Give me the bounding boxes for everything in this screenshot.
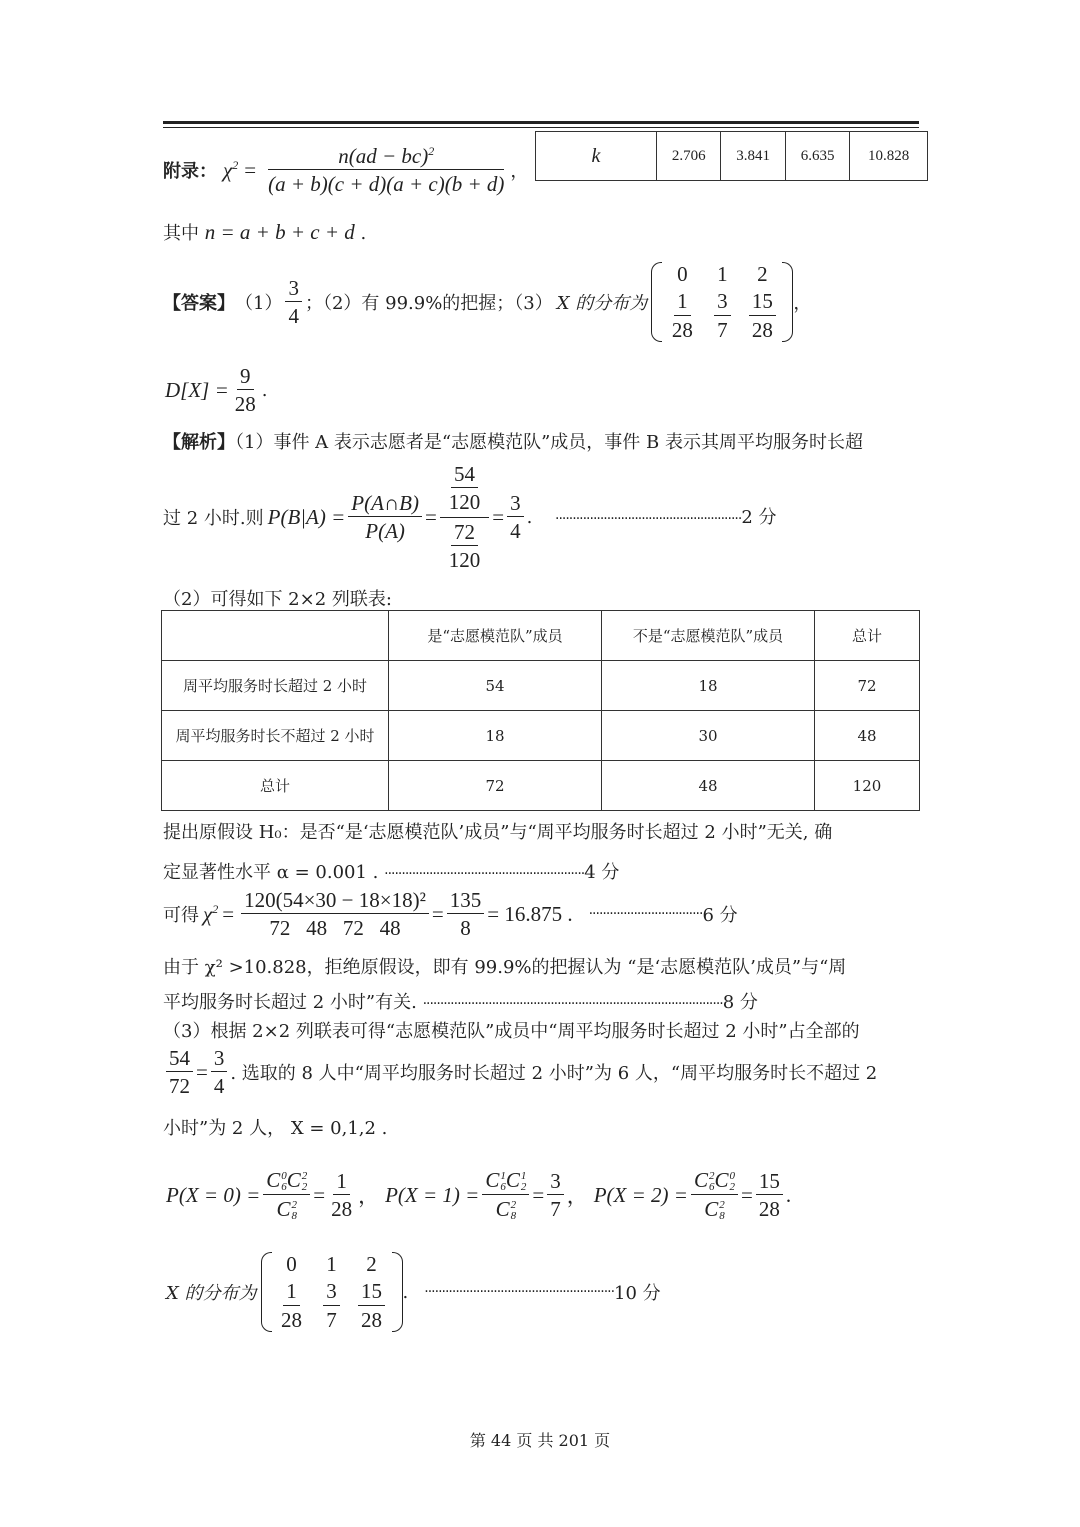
reject-line1: 由于 χ² >10.828，拒绝原假设，即有 99.9%的把握认为 “是‘志愿模范队’成员”与“周 — [163, 957, 847, 978]
distribution-matrix: 0 1 2 $\frac{1}{28}$ $\frac{3}{7}$ $\frac{15}{28}$ — [651, 262, 793, 342]
table-row: 周平均服务时长超过 2 小时 54 18 72 — [162, 661, 920, 711]
k-value: 6.635 — [785, 132, 849, 181]
distribution-matrix: 0 1 2 $\frac{1}{28}$ $\frac{3}{7}$ $\frac{15}{28}$ — [261, 1252, 403, 1332]
chi-formula-fraction: $\frac{n(ad - bc)^2}{(a + b)(c + d)(a + c)(b + d)}$ — [268, 144, 505, 197]
variance-line: D[X] = $\frac{9}{28}$ . — [165, 364, 268, 417]
k-header: k — [536, 132, 657, 181]
n-definition: 其中 n = a + b + c + d . — [163, 220, 367, 244]
table-row: 是“志愿模范队”成员 不是“志愿模范队”成员 总计 — [162, 611, 920, 661]
chi-symbol: $\chi^2$ — [223, 157, 239, 182]
appendix-label: 附录： — [163, 161, 217, 183]
chi-square-calc: 可得 $\chi^2$ = $\frac{\text{120(54×30 − 18×18)²}}{72 48 72 48}$ = $\frac{135}{8}$ = 16.875 . ································· 6 分 — [163, 888, 738, 941]
header-rule-thin — [163, 127, 919, 128]
table-row: 周平均服务时长不超过 2 小时 18 30 48 — [162, 711, 920, 761]
k-table — [535, 131, 928, 181]
part3-line3: 小时”为 2 人， X = 0,1,2 . — [163, 1118, 388, 1139]
part3-line1: （3）根据 2×2 列联表可得“志愿模范队”成员中“周平均服务时长超过 2 小时”占全部的 — [163, 1021, 860, 1042]
score-2: ······················································2 分 — [555, 507, 777, 528]
k-value: 3.841 — [721, 132, 785, 181]
answer-line: 【答案】 （1） $\frac{3}{4}$ ；（2）有 99.9%的把握；（3） X 的分布为 0 1 2 $\frac{1}{28}$ $\frac{3}{7}$ $\frac{15}{28}$ ， — [163, 262, 812, 342]
table-row: 总计 72 48 120 — [162, 761, 920, 811]
distribution-line: X 的分布为 0 1 2 $\frac{1}{28}$ $\frac{3}{7}$ $\frac{15}{28}$ . ······················································· 10 分 — [166, 1252, 661, 1332]
probability-line: P(X = 0) = C 0 6 C 2 2 C 2 8 = $\frac{1}{28}$ ， P(X = 1) = C 1 6 C 1 2 C 2 8 = $\frac{3}{7}$ ， P(X = 2) = C 2 6 C 0 2 C 2 8 = $\frac{15}{28}$ . — [166, 1168, 792, 1223]
page-footer: 第 44 页 共 201 页 — [469, 1431, 611, 1450]
contingency-table — [161, 610, 920, 811]
k-value: 2.706 — [657, 132, 721, 181]
appendix-formula: 附录： $\chi^2$ = $\frac{n(ad - bc)^2}{(a + b)(c + d)(a + c)(b + d)}$ ， — [163, 144, 529, 197]
header-rule-thick — [163, 121, 919, 124]
hypothesis-line1: 提出原假设 H₀：是否“是‘志愿模范队’成员”与“周平均服务时长超过 2 小时”无关, 确 — [163, 822, 833, 843]
answer-label: 【答案】 — [163, 293, 235, 314]
k-value: 10.828 — [850, 132, 928, 181]
part3-line2: $\frac{54}{72}$ = $\frac{3}{4}$ . 选取的 8 人中“周平均服务时长超过 2 小时”为 6 人，“周平均服务时长不超过 2 — [163, 1046, 877, 1098]
part2-intro: （2）可得如下 2×2 列联表: — [163, 589, 392, 610]
answer-fraction: $\frac{3}{4}$ — [285, 276, 302, 328]
reject-line2: 平均服务时长超过 2 小时”有关. ·······················································································8 分 — [163, 992, 758, 1013]
hypothesis-line2: 定显著性水平 α = 0.001 . ··························································4 分 — [163, 862, 620, 883]
conditional-prob-line: 过 2 小时.则 P(B|A) = $\frac{P(A\cap B)}{P(A)}$ = $\frac{\frac{54}{120}}{\frac{72}{120}}$ = $\frac{3}{4}$ . — [163, 462, 533, 573]
analysis-line1: 【解析】（1）事件 A 表示志愿者是“志愿模范队”成员，事件 B 表示其周平均服务时长超 — [163, 432, 863, 453]
